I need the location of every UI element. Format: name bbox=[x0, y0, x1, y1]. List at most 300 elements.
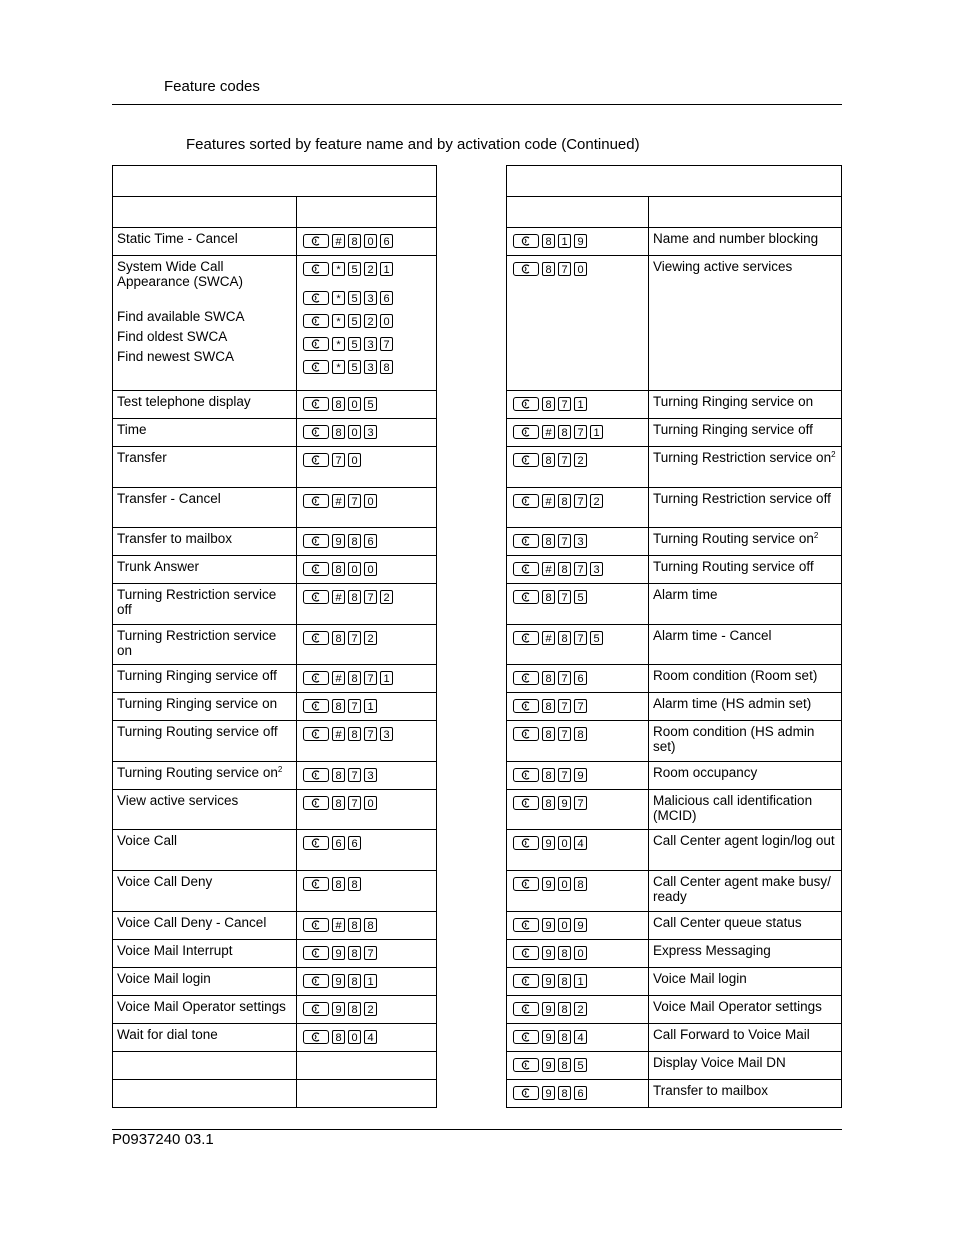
digit-key: 0 bbox=[558, 918, 571, 932]
key-sequence bbox=[513, 766, 642, 783]
feature-key-icon bbox=[303, 1030, 329, 1044]
digit-key: 7 bbox=[558, 262, 571, 276]
digit-key: 0 bbox=[348, 562, 361, 576]
key-sequence bbox=[303, 335, 430, 352]
digit-key: 3 bbox=[364, 291, 377, 305]
feature-key-icon bbox=[303, 796, 329, 810]
key-sequence bbox=[303, 697, 430, 714]
feature-name-cell bbox=[649, 940, 842, 968]
digit-key: 0 bbox=[574, 946, 587, 960]
pound-key: # bbox=[542, 631, 555, 645]
digit-key: 8 bbox=[380, 360, 393, 374]
digit-key: 9 bbox=[574, 234, 587, 248]
table-row bbox=[113, 871, 437, 912]
key-sequence bbox=[303, 492, 430, 509]
digit-key: 0 bbox=[348, 397, 361, 411]
digit-key: 8 bbox=[558, 494, 571, 508]
feature-key-icon bbox=[513, 534, 539, 548]
feature-name: Malicious call identification (MCID) bbox=[653, 793, 813, 823]
table-row bbox=[113, 762, 437, 790]
feature-key-icon bbox=[513, 453, 539, 467]
digit-key: 7 bbox=[574, 631, 587, 645]
table-row bbox=[507, 391, 842, 419]
key-sequence bbox=[513, 725, 642, 742]
digit-key: 0 bbox=[364, 562, 377, 576]
feature-name-cell bbox=[649, 584, 842, 625]
feature-name-cell bbox=[649, 488, 842, 528]
feature-code-cell bbox=[507, 871, 649, 912]
feature-name: Transfer to mailbox bbox=[117, 531, 233, 546]
digit-key: 5 bbox=[348, 291, 361, 305]
feature-name-cell bbox=[113, 556, 297, 584]
feature-name: Room condition (HS admin set) bbox=[653, 724, 815, 754]
digit-key: 7 bbox=[348, 768, 361, 782]
pound-key: # bbox=[542, 562, 555, 576]
feature-name-cell bbox=[649, 625, 842, 665]
digit-key: 8 bbox=[558, 562, 571, 576]
feature-code-cell bbox=[507, 940, 649, 968]
digit-key: 9 bbox=[542, 1086, 555, 1100]
key-sequence bbox=[303, 451, 430, 468]
pound-key: # bbox=[332, 671, 345, 685]
empty-row bbox=[113, 1052, 437, 1080]
feature-code-cell bbox=[507, 1052, 649, 1080]
feature-code-cell bbox=[297, 721, 437, 762]
key-sequence bbox=[303, 972, 430, 989]
digit-key: 8 bbox=[542, 796, 555, 810]
feature-name: Express Messaging bbox=[653, 943, 771, 958]
digit-key: 2 bbox=[364, 314, 377, 328]
feature-key-icon bbox=[513, 262, 539, 276]
digit-key: 2 bbox=[574, 1002, 587, 1016]
feature-key-icon bbox=[303, 918, 329, 932]
digit-key: 3 bbox=[364, 425, 377, 439]
feature-key-icon bbox=[303, 946, 329, 960]
feature-key-icon bbox=[513, 974, 539, 988]
empty-cell bbox=[113, 1052, 297, 1080]
feature-name: Transfer - Cancel bbox=[117, 491, 221, 506]
right-table-title-cell bbox=[507, 166, 842, 197]
digit-key: 2 bbox=[364, 1002, 377, 1016]
key-sequence bbox=[303, 260, 430, 277]
table-row bbox=[507, 871, 842, 912]
feature-code-cell bbox=[297, 488, 437, 528]
feature-code-cell bbox=[297, 584, 437, 625]
key-sequence bbox=[513, 875, 642, 892]
feature-name: Turning Ringing service on bbox=[653, 394, 814, 409]
digit-key: 9 bbox=[542, 1002, 555, 1016]
footnote-marker: 2 bbox=[277, 765, 283, 774]
table-row bbox=[507, 1080, 842, 1108]
key-sequence bbox=[303, 1000, 430, 1017]
table-row bbox=[507, 625, 842, 665]
digit-key: 8 bbox=[558, 946, 571, 960]
feature-name-cell bbox=[649, 391, 842, 419]
digit-key: 8 bbox=[332, 1030, 345, 1044]
digit-key: 7 bbox=[380, 337, 393, 351]
key-sequence bbox=[513, 629, 642, 646]
digit-key: 5 bbox=[348, 262, 361, 276]
feature-sub-name: Find oldest SWCA bbox=[117, 329, 228, 344]
digit-key: 8 bbox=[558, 1002, 571, 1016]
feature-code-cell bbox=[297, 912, 437, 940]
key-sequence bbox=[513, 697, 642, 714]
right-feature-table bbox=[506, 165, 842, 1108]
right-header-code-cell bbox=[507, 197, 649, 228]
feature-code-cell bbox=[297, 625, 437, 665]
digit-key: 8 bbox=[542, 453, 555, 467]
digit-key: 7 bbox=[574, 562, 587, 576]
digit-key: 5 bbox=[348, 314, 361, 328]
feature-code-cell bbox=[297, 391, 437, 419]
feature-name-cell bbox=[113, 762, 297, 790]
feature-key-icon bbox=[513, 918, 539, 932]
digit-key: 3 bbox=[364, 768, 377, 782]
feature-key-icon bbox=[303, 534, 329, 548]
key-sequence bbox=[303, 766, 430, 783]
digit-key: 8 bbox=[542, 534, 555, 548]
key-sequence bbox=[303, 232, 430, 249]
feature-key-icon bbox=[303, 671, 329, 685]
digit-key: 4 bbox=[364, 1030, 377, 1044]
feature-name-cell bbox=[649, 830, 842, 871]
key-sequence bbox=[303, 358, 430, 375]
digit-key: 8 bbox=[332, 425, 345, 439]
digit-key: 6 bbox=[380, 291, 393, 305]
key-sequence bbox=[513, 944, 642, 961]
feature-name: Voice Call Deny - Cancel bbox=[117, 915, 267, 930]
feature-name: Voice Mail login bbox=[117, 971, 211, 986]
right-header-name-cell bbox=[649, 197, 842, 228]
feature-key-icon bbox=[513, 494, 539, 508]
footnote-marker: 2 bbox=[813, 531, 819, 540]
digit-key: 4 bbox=[574, 836, 587, 850]
feature-name-cell bbox=[649, 256, 842, 391]
feature-name: Static Time - Cancel bbox=[117, 231, 238, 246]
digit-key: 5 bbox=[348, 337, 361, 351]
key-sequence bbox=[303, 916, 430, 933]
header-rule bbox=[112, 104, 842, 105]
feature-code-cell bbox=[507, 256, 649, 391]
feature-key-icon bbox=[303, 727, 329, 741]
feature-name-cell bbox=[113, 419, 297, 447]
digit-key: 8 bbox=[558, 425, 571, 439]
feature-name: Call Center agent make busy/ ready bbox=[653, 874, 831, 904]
feature-name: Turning Ringing service off bbox=[653, 422, 813, 437]
table-row bbox=[113, 830, 437, 871]
pound-key: # bbox=[542, 425, 555, 439]
digit-key: 7 bbox=[364, 946, 377, 960]
table-row bbox=[113, 912, 437, 940]
feature-key-icon bbox=[513, 562, 539, 576]
feature-name-cell bbox=[113, 488, 297, 528]
feature-name-cell bbox=[649, 912, 842, 940]
digit-key: 7 bbox=[558, 397, 571, 411]
digit-key: 0 bbox=[348, 453, 361, 467]
feature-code-cell bbox=[507, 1024, 649, 1052]
key-sequence bbox=[513, 1000, 642, 1017]
table-row bbox=[113, 665, 437, 693]
feature-code-cell bbox=[297, 256, 437, 391]
key-sequence bbox=[513, 492, 642, 509]
digit-key: 8 bbox=[348, 671, 361, 685]
feature-name-cell bbox=[649, 1052, 842, 1080]
footnote-marker: 2 bbox=[831, 450, 836, 459]
digit-key: 8 bbox=[348, 534, 361, 548]
feature-name: Display Voice Mail DN bbox=[653, 1055, 786, 1070]
key-sequence bbox=[303, 1028, 430, 1045]
key-sequence bbox=[513, 834, 642, 851]
key-sequence bbox=[513, 395, 642, 412]
digit-key: 7 bbox=[574, 425, 587, 439]
feature-key-icon bbox=[513, 425, 539, 439]
feature-name-cell bbox=[649, 871, 842, 912]
feature-name: Turning Restriction service off bbox=[117, 587, 277, 617]
digit-key: 8 bbox=[542, 768, 555, 782]
feature-code-cell bbox=[507, 447, 649, 488]
key-sequence bbox=[303, 532, 430, 549]
feature-code-cell bbox=[507, 228, 649, 256]
feature-key-icon bbox=[513, 836, 539, 850]
digit-key: 9 bbox=[574, 768, 587, 782]
table-row bbox=[113, 996, 437, 1024]
feature-key-icon bbox=[303, 768, 329, 782]
table-row bbox=[113, 940, 437, 968]
feature-name: View active services bbox=[117, 793, 239, 808]
digit-key: 7 bbox=[348, 796, 361, 810]
key-sequence bbox=[513, 972, 642, 989]
digit-key: 3 bbox=[590, 562, 603, 576]
feature-name-cell bbox=[113, 790, 297, 830]
feature-key-icon bbox=[303, 590, 329, 604]
key-sequence bbox=[303, 395, 430, 412]
feature-code-cell bbox=[297, 871, 437, 912]
digit-key: 9 bbox=[542, 918, 555, 932]
digit-key: 9 bbox=[542, 836, 555, 850]
feature-code-cell bbox=[297, 830, 437, 871]
table-row bbox=[507, 1052, 842, 1080]
feature-name-cell bbox=[649, 419, 842, 447]
feature-key-icon bbox=[303, 337, 329, 351]
feature-name-cell bbox=[649, 693, 842, 721]
feature-key-icon bbox=[513, 877, 539, 891]
key-sequence bbox=[513, 232, 642, 249]
digit-key: 0 bbox=[558, 836, 571, 850]
digit-key: 7 bbox=[574, 699, 587, 713]
digit-key: 2 bbox=[364, 262, 377, 276]
table-row bbox=[113, 625, 437, 665]
key-sequence bbox=[513, 423, 642, 440]
table-row bbox=[507, 488, 842, 528]
digit-key: 2 bbox=[364, 631, 377, 645]
digit-key: 7 bbox=[348, 631, 361, 645]
feature-name: Alarm time - Cancel bbox=[653, 628, 772, 643]
digit-key: 9 bbox=[558, 796, 571, 810]
table-row bbox=[113, 968, 437, 996]
table-row bbox=[507, 996, 842, 1024]
feature-sub-name: Find newest SWCA bbox=[117, 349, 235, 364]
feature-name-cell bbox=[113, 528, 297, 556]
key-sequence bbox=[303, 725, 430, 742]
digit-key: 8 bbox=[348, 918, 361, 932]
digit-key: 3 bbox=[574, 534, 587, 548]
digit-key: 8 bbox=[542, 699, 555, 713]
feature-code-cell bbox=[507, 996, 649, 1024]
table-row bbox=[507, 665, 842, 693]
digit-key: 0 bbox=[574, 262, 587, 276]
digit-key: 1 bbox=[558, 234, 571, 248]
feature-code-cell bbox=[507, 584, 649, 625]
feature-key-icon bbox=[513, 631, 539, 645]
feature-code-cell bbox=[297, 996, 437, 1024]
feature-name: Room condition (Room set) bbox=[653, 668, 818, 683]
feature-name: Turning Routing service on bbox=[653, 531, 814, 546]
digit-key: 1 bbox=[380, 671, 393, 685]
feature-key-icon bbox=[303, 262, 329, 276]
feature-name: Voice Call Deny bbox=[117, 874, 213, 889]
key-sequence bbox=[513, 532, 642, 549]
digit-key: 8 bbox=[332, 562, 345, 576]
feature-name: Turning Restriction service on bbox=[653, 450, 832, 465]
digit-key: 1 bbox=[364, 974, 377, 988]
feature-key-icon bbox=[513, 1086, 539, 1100]
feature-name: Call Center queue status bbox=[653, 915, 802, 930]
feature-code-cell bbox=[507, 625, 649, 665]
feature-key-icon bbox=[513, 234, 539, 248]
key-sequence bbox=[303, 834, 430, 851]
digit-key: 2 bbox=[380, 590, 393, 604]
feature-code-cell bbox=[507, 1080, 649, 1108]
feature-code-cell bbox=[507, 556, 649, 584]
feature-code-cell bbox=[297, 1024, 437, 1052]
feature-key-icon bbox=[513, 1002, 539, 1016]
star-key: * bbox=[332, 291, 345, 305]
key-sequence bbox=[303, 588, 430, 605]
digit-key: 6 bbox=[574, 1086, 587, 1100]
feature-key-icon bbox=[513, 727, 539, 741]
key-sequence bbox=[513, 1056, 642, 1073]
table-row bbox=[507, 447, 842, 488]
digit-key: 8 bbox=[332, 796, 345, 810]
table-row bbox=[507, 830, 842, 871]
digit-key: 7 bbox=[558, 534, 571, 548]
key-sequence bbox=[513, 260, 642, 277]
table-row bbox=[507, 721, 842, 762]
feature-code-cell bbox=[507, 968, 649, 996]
digit-key: 6 bbox=[364, 534, 377, 548]
feature-name-cell bbox=[113, 968, 297, 996]
digit-key: 9 bbox=[332, 1002, 345, 1016]
document-number: P0937240 03.1 bbox=[112, 1131, 214, 1148]
feature-name: Alarm time (HS admin set) bbox=[653, 696, 812, 711]
feature-code-cell bbox=[507, 830, 649, 871]
feature-key-icon bbox=[513, 768, 539, 782]
feature-name-cell bbox=[113, 665, 297, 693]
digit-key: 9 bbox=[574, 918, 587, 932]
digit-key: 7 bbox=[332, 453, 345, 467]
feature-name: Turning Ringing service off bbox=[117, 668, 277, 683]
feature-name: Turning Routing service off bbox=[117, 724, 278, 739]
feature-sub-name: Find available SWCA bbox=[117, 309, 245, 324]
star-key: * bbox=[332, 337, 345, 351]
digit-key: 8 bbox=[348, 877, 361, 891]
digit-key: 8 bbox=[542, 397, 555, 411]
feature-name: Turning Routing service on bbox=[117, 765, 278, 780]
digit-key: 8 bbox=[558, 1030, 571, 1044]
feature-name-cell bbox=[649, 762, 842, 790]
digit-key: 5 bbox=[348, 360, 361, 374]
table-row bbox=[507, 419, 842, 447]
feature-name-cell bbox=[113, 721, 297, 762]
digit-key: 7 bbox=[558, 768, 571, 782]
digit-key: 8 bbox=[558, 1058, 571, 1072]
digit-key: 5 bbox=[574, 590, 587, 604]
digit-key: 8 bbox=[348, 234, 361, 248]
feature-key-icon bbox=[513, 1030, 539, 1044]
feature-name: Voice Call bbox=[117, 833, 178, 848]
feature-name: Turning Restriction service on bbox=[117, 628, 277, 658]
feature-name: Voice Mail Interrupt bbox=[117, 943, 233, 958]
digit-key: 6 bbox=[348, 836, 361, 850]
key-sequence bbox=[303, 560, 430, 577]
digit-key: 8 bbox=[558, 1086, 571, 1100]
digit-key: 7 bbox=[364, 727, 377, 741]
table-row bbox=[507, 256, 842, 391]
feature-name-cell bbox=[649, 1080, 842, 1108]
feature-key-icon bbox=[513, 796, 539, 810]
feature-code-cell bbox=[507, 762, 649, 790]
digit-key: 7 bbox=[558, 590, 571, 604]
table-row bbox=[507, 693, 842, 721]
table-caption: Features sorted by feature name and by activation code (Continued) bbox=[186, 136, 640, 153]
digit-key: 8 bbox=[348, 727, 361, 741]
key-sequence bbox=[303, 794, 430, 811]
table-row bbox=[507, 228, 842, 256]
table-row bbox=[113, 556, 437, 584]
feature-name-cell bbox=[113, 584, 297, 625]
digit-key: 1 bbox=[590, 425, 603, 439]
feature-name-cell bbox=[113, 391, 297, 419]
feature-name-cell bbox=[113, 256, 297, 391]
feature-code-cell bbox=[297, 556, 437, 584]
feature-code-cell bbox=[507, 790, 649, 830]
table-row bbox=[113, 693, 437, 721]
feature-key-icon bbox=[303, 699, 329, 713]
table-row bbox=[113, 584, 437, 625]
feature-name: Voice Mail login bbox=[653, 971, 747, 986]
feature-name: Trunk Answer bbox=[117, 559, 200, 574]
digit-key: 8 bbox=[332, 768, 345, 782]
feature-name: Call Center agent login/log out bbox=[653, 833, 835, 848]
feature-key-icon bbox=[513, 1058, 539, 1072]
digit-key: 6 bbox=[332, 836, 345, 850]
digit-key: 8 bbox=[542, 727, 555, 741]
digit-key: 8 bbox=[332, 397, 345, 411]
feature-key-icon bbox=[303, 453, 329, 467]
digit-key: 7 bbox=[558, 453, 571, 467]
feature-key-icon bbox=[303, 425, 329, 439]
digit-key: 8 bbox=[574, 877, 587, 891]
star-key: * bbox=[332, 314, 345, 328]
table-row bbox=[507, 790, 842, 830]
table-row bbox=[113, 228, 437, 256]
feature-name-cell bbox=[113, 871, 297, 912]
digit-key: 0 bbox=[348, 1030, 361, 1044]
digit-key: 8 bbox=[332, 699, 345, 713]
digit-key: 8 bbox=[558, 631, 571, 645]
digit-key: 8 bbox=[542, 234, 555, 248]
digit-key: 0 bbox=[364, 494, 377, 508]
